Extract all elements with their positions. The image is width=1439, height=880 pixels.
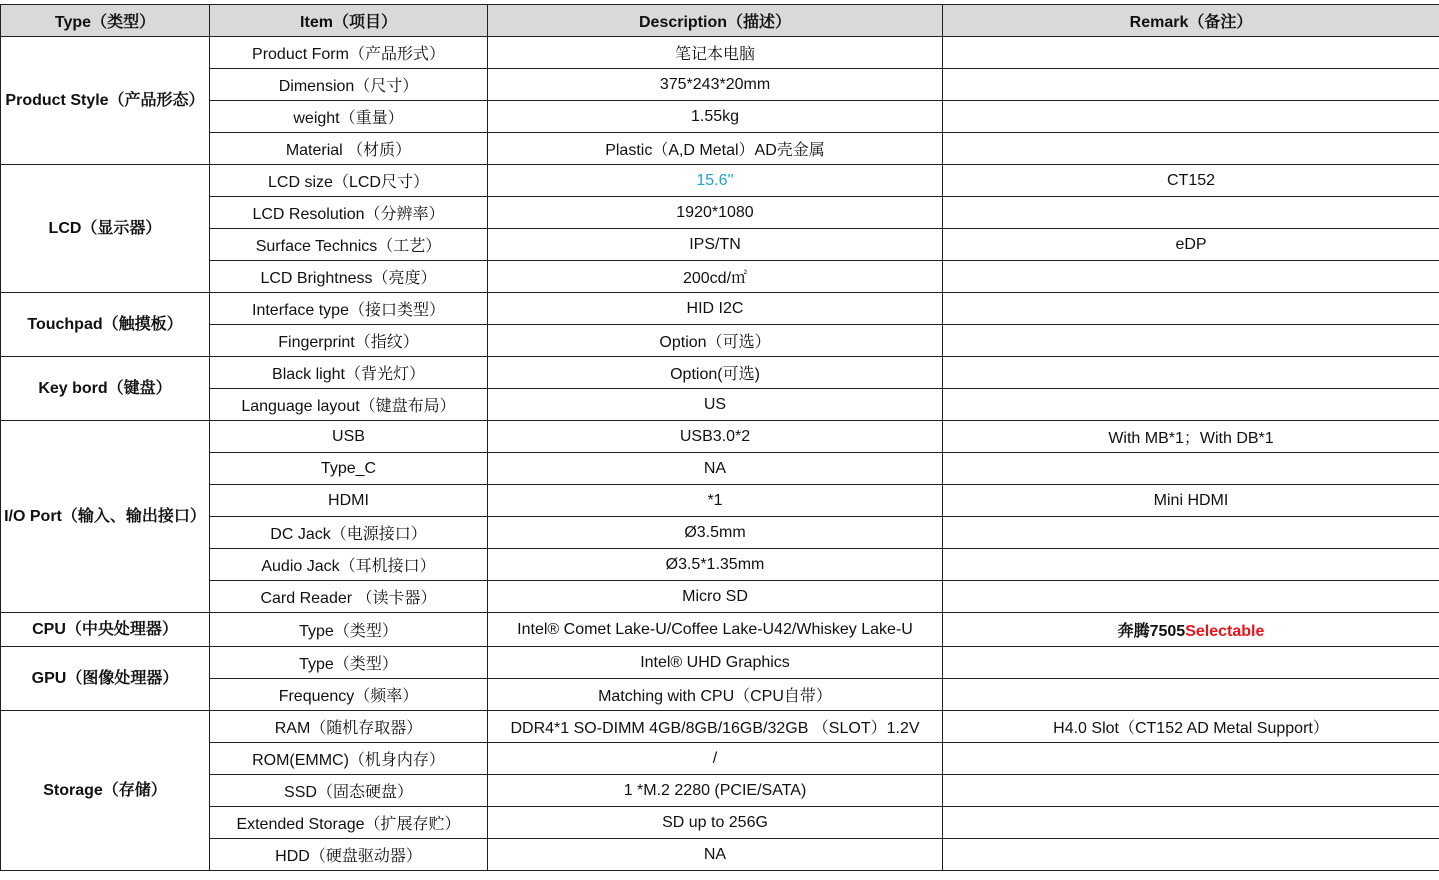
item-cell: Fingerprint（指纹） [210,325,488,357]
remark-cell [943,197,1439,229]
description-cell: 1 *M.2 2280 (PCIE/SATA) [488,775,943,807]
item-cell: Extended Storage（扩展存贮） [210,807,488,839]
item-cell: LCD Resolution（分辨率） [210,197,488,229]
item-cell: SSD（固态硬盘） [210,775,488,807]
table-row [1,229,1439,261]
remark-cell [943,549,1439,581]
table-row [1,807,1439,839]
remark-cell [943,133,1439,165]
remark-cell: With MB*1；With DB*1 [943,421,1439,453]
table-row [1,325,1439,357]
description-cell: 1920*1080 [488,197,943,229]
item-cell: Dimension（尺寸） [210,69,488,101]
description-cell: Intel® Comet Lake-U/Coffee Lake-U42/Whiskey Lake-U [488,613,943,647]
remark-cell [943,775,1439,807]
remark-cell [943,37,1439,69]
description-cell: NA [488,839,943,871]
item-cell: Frequency（频率） [210,679,488,711]
table-row [1,647,1439,679]
item-cell: DC Jack（电源接口） [210,517,488,549]
item-cell: Language layout（键盘布局） [210,389,488,421]
description-cell: 15.6'' [488,165,943,197]
remark-cell [943,389,1439,421]
remark-cpu-model: 奔腾7505 [1117,623,1186,640]
description-cell: Micro SD [488,581,943,613]
item-cell: HDD（硬盘驱动器） [210,839,488,871]
header-item: Item（项目） [210,5,488,37]
description-cell: USB3.0*2 [488,421,943,453]
header-row [1,5,1439,37]
table-row [1,549,1439,581]
table-row [1,293,1439,325]
remark-cell [943,261,1439,293]
header-type: Type（类型） [1,5,210,37]
description-cell: HID I2C [488,293,943,325]
description-cell: SD up to 256G [488,807,943,839]
table-row [1,743,1439,775]
table-row [1,37,1439,69]
remark-cell [943,807,1439,839]
item-cell: weight（重量） [210,101,488,133]
group-io-port: I/O Port（输入、输出接口） [1,421,210,613]
description-cell: NA [488,453,943,485]
description-cell: IPS/TN [488,229,943,261]
remark-cell [943,839,1439,871]
remark-cell [943,679,1439,711]
item-cell: ROM(EMMC)（机身内存） [210,743,488,775]
description-cell: / [488,743,943,775]
item-cell: Black light（背光灯） [210,357,488,389]
table-row [1,581,1439,613]
table-row [1,679,1439,711]
description-cell: US [488,389,943,421]
description-cell: Option（可选） [488,325,943,357]
description-cell: Ø3.5mm [488,517,943,549]
header-description: Description（描述） [488,5,943,37]
table-row [1,69,1439,101]
group-cpu: CPU（中央处理器） [1,613,210,647]
group-storage: Storage（存储） [1,711,210,871]
table-row [1,261,1439,293]
remark-cell [943,581,1439,613]
table-row [1,485,1439,517]
table-row [1,357,1439,389]
item-cell: Type_C [210,453,488,485]
description-cell: Intel® UHD Graphics [488,647,943,679]
remark-cell [943,293,1439,325]
remark-cell: Mini HDMI [943,485,1439,517]
description-cell: 200cd/㎡ [488,261,943,293]
description-cell: 1.55kg [488,101,943,133]
remark-selectable: Selectable [1185,623,1265,640]
description-cell: DDR4*1 SO-DIMM 4GB/8GB/16GB/32GB （SLOT）1.2V [488,711,943,743]
remark-cell [943,743,1439,775]
item-cell: Audio Jack（耳机接口） [210,549,488,581]
remark-cell: eDP [943,229,1439,261]
description-cell: Matching with CPU（CPU自带） [488,679,943,711]
remark-cell [943,101,1439,133]
group-touchpad: Touchpad（触摸板） [1,293,210,357]
item-cell: Type（类型） [210,613,488,647]
description-cell: 笔记本电脑 [488,37,943,69]
remark-cell [943,357,1439,389]
item-cell: LCD Brightness（亮度） [210,261,488,293]
table-row [1,613,1439,647]
table-row [1,421,1439,453]
item-cell: USB [210,421,488,453]
spec-table [0,4,1439,871]
table-row [1,839,1439,871]
item-cell: Card Reader （读卡器） [210,581,488,613]
item-cell: Type（类型） [210,647,488,679]
item-cell: RAM（随机存取器） [210,711,488,743]
remark-cell [943,517,1439,549]
table-row [1,133,1439,165]
description-cell: Plastic（A,D Metal）AD壳金属 [488,133,943,165]
description-cell: 375*243*20mm [488,69,943,101]
description-cell: *1 [488,485,943,517]
table-row [1,165,1439,197]
remark-cell [943,453,1439,485]
item-cell: HDMI [210,485,488,517]
remark-cell [943,69,1439,101]
remark-cell: CT152 [943,165,1439,197]
item-cell: Material （材质） [210,133,488,165]
group-keyboard: Key bord（键盘） [1,357,210,421]
table-row [1,517,1439,549]
item-cell: LCD size（LCD尺寸） [210,165,488,197]
remark-cell [943,647,1439,679]
description-cell: Option(可选) [488,357,943,389]
table-row [1,389,1439,421]
remark-cell: H4.0 Slot（CT152 AD Metal Support） [943,711,1439,743]
table-row [1,453,1439,485]
table-row [1,197,1439,229]
description-cell: Ø3.5*1.35mm [488,549,943,581]
group-product-style: Product Style（产品形态） [1,37,210,165]
group-lcd: LCD（显示器） [1,165,210,293]
item-cell: Surface Technics（工艺） [210,229,488,261]
item-cell: Product Form（产品形式） [210,37,488,69]
header-remark: Remark（备注） [943,5,1439,37]
group-gpu: GPU（图像处理器） [1,647,210,711]
table-row [1,711,1439,743]
table-row [1,775,1439,807]
table-row [1,101,1439,133]
remark-cell [943,613,1439,647]
remark-cell [943,325,1439,357]
item-cell: Interface type（接口类型） [210,293,488,325]
